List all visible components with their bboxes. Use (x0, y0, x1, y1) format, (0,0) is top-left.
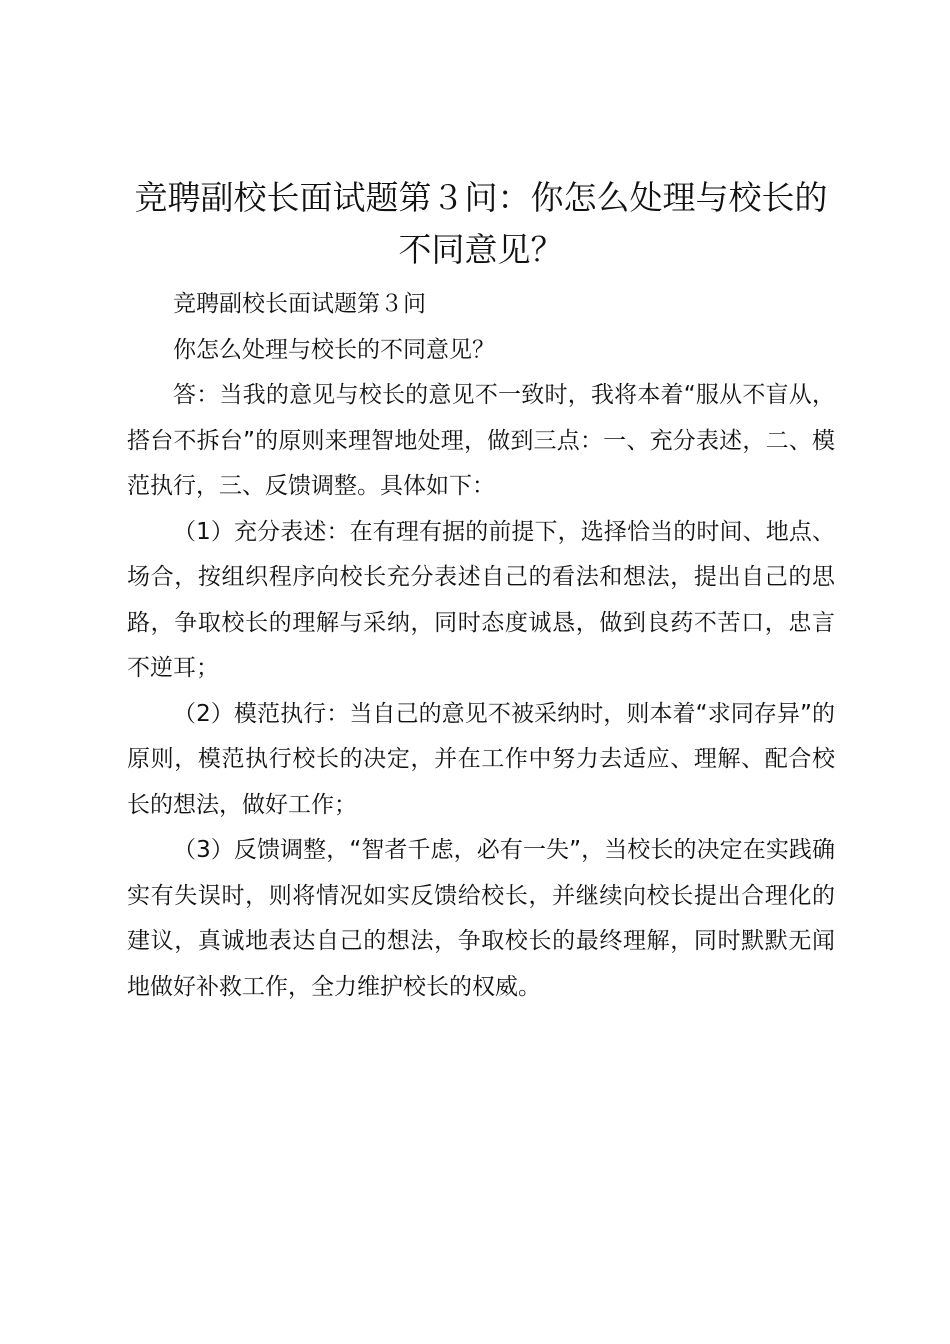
document-title: 竞聘副校长面试题第３问：你怎么处理与校长的不同意见？ (134, 178, 828, 269)
paragraph-question: 你怎么处理与校长的不同意见？ (173, 336, 495, 363)
paragraph-point-3: （3）反馈调整，“智者千虑，必有一失”，当校长的决定在实践确实有失误时，则将情况如实反馈给校长，并继续向校长提出合理化的建议，真诚地表达自己的想法，争取校长的最终理解，同时默默无闻地做好补救工作，全力维护校长的权威。 (127, 837, 835, 1000)
document-page (127, 172, 835, 1010)
document-body (127, 282, 835, 1010)
paragraph-point-1: （1）充分表述：在有理有据的前提下，选择恰当的时间、地点、场合，按组织程序向校长充分表述自己的看法和想法，提出自己的思路，争取校长的理解与采纳，同时态度诚恳，做到良药不苦口，忠言不逆耳； (127, 518, 835, 681)
paragraph-point-2: （2）模范执行：当自己的意见不被采纳时，则本着“求同存异”的原则，模范执行校长的决定，并在工作中努力去适应、理解、配合校长的想法，做好工作； (127, 700, 835, 818)
paragraph-answer-intro: 答：当我的意见与校长的意见不一致时，我将本着“服从不盲从，搭台不拆台”的原则来理智地处理，做到三点：一、充分表述，二、模范执行，三、反馈调整。具体如下： (127, 382, 835, 499)
paragraph-subtitle: 竞聘副校长面试题第３问 (173, 291, 426, 317)
